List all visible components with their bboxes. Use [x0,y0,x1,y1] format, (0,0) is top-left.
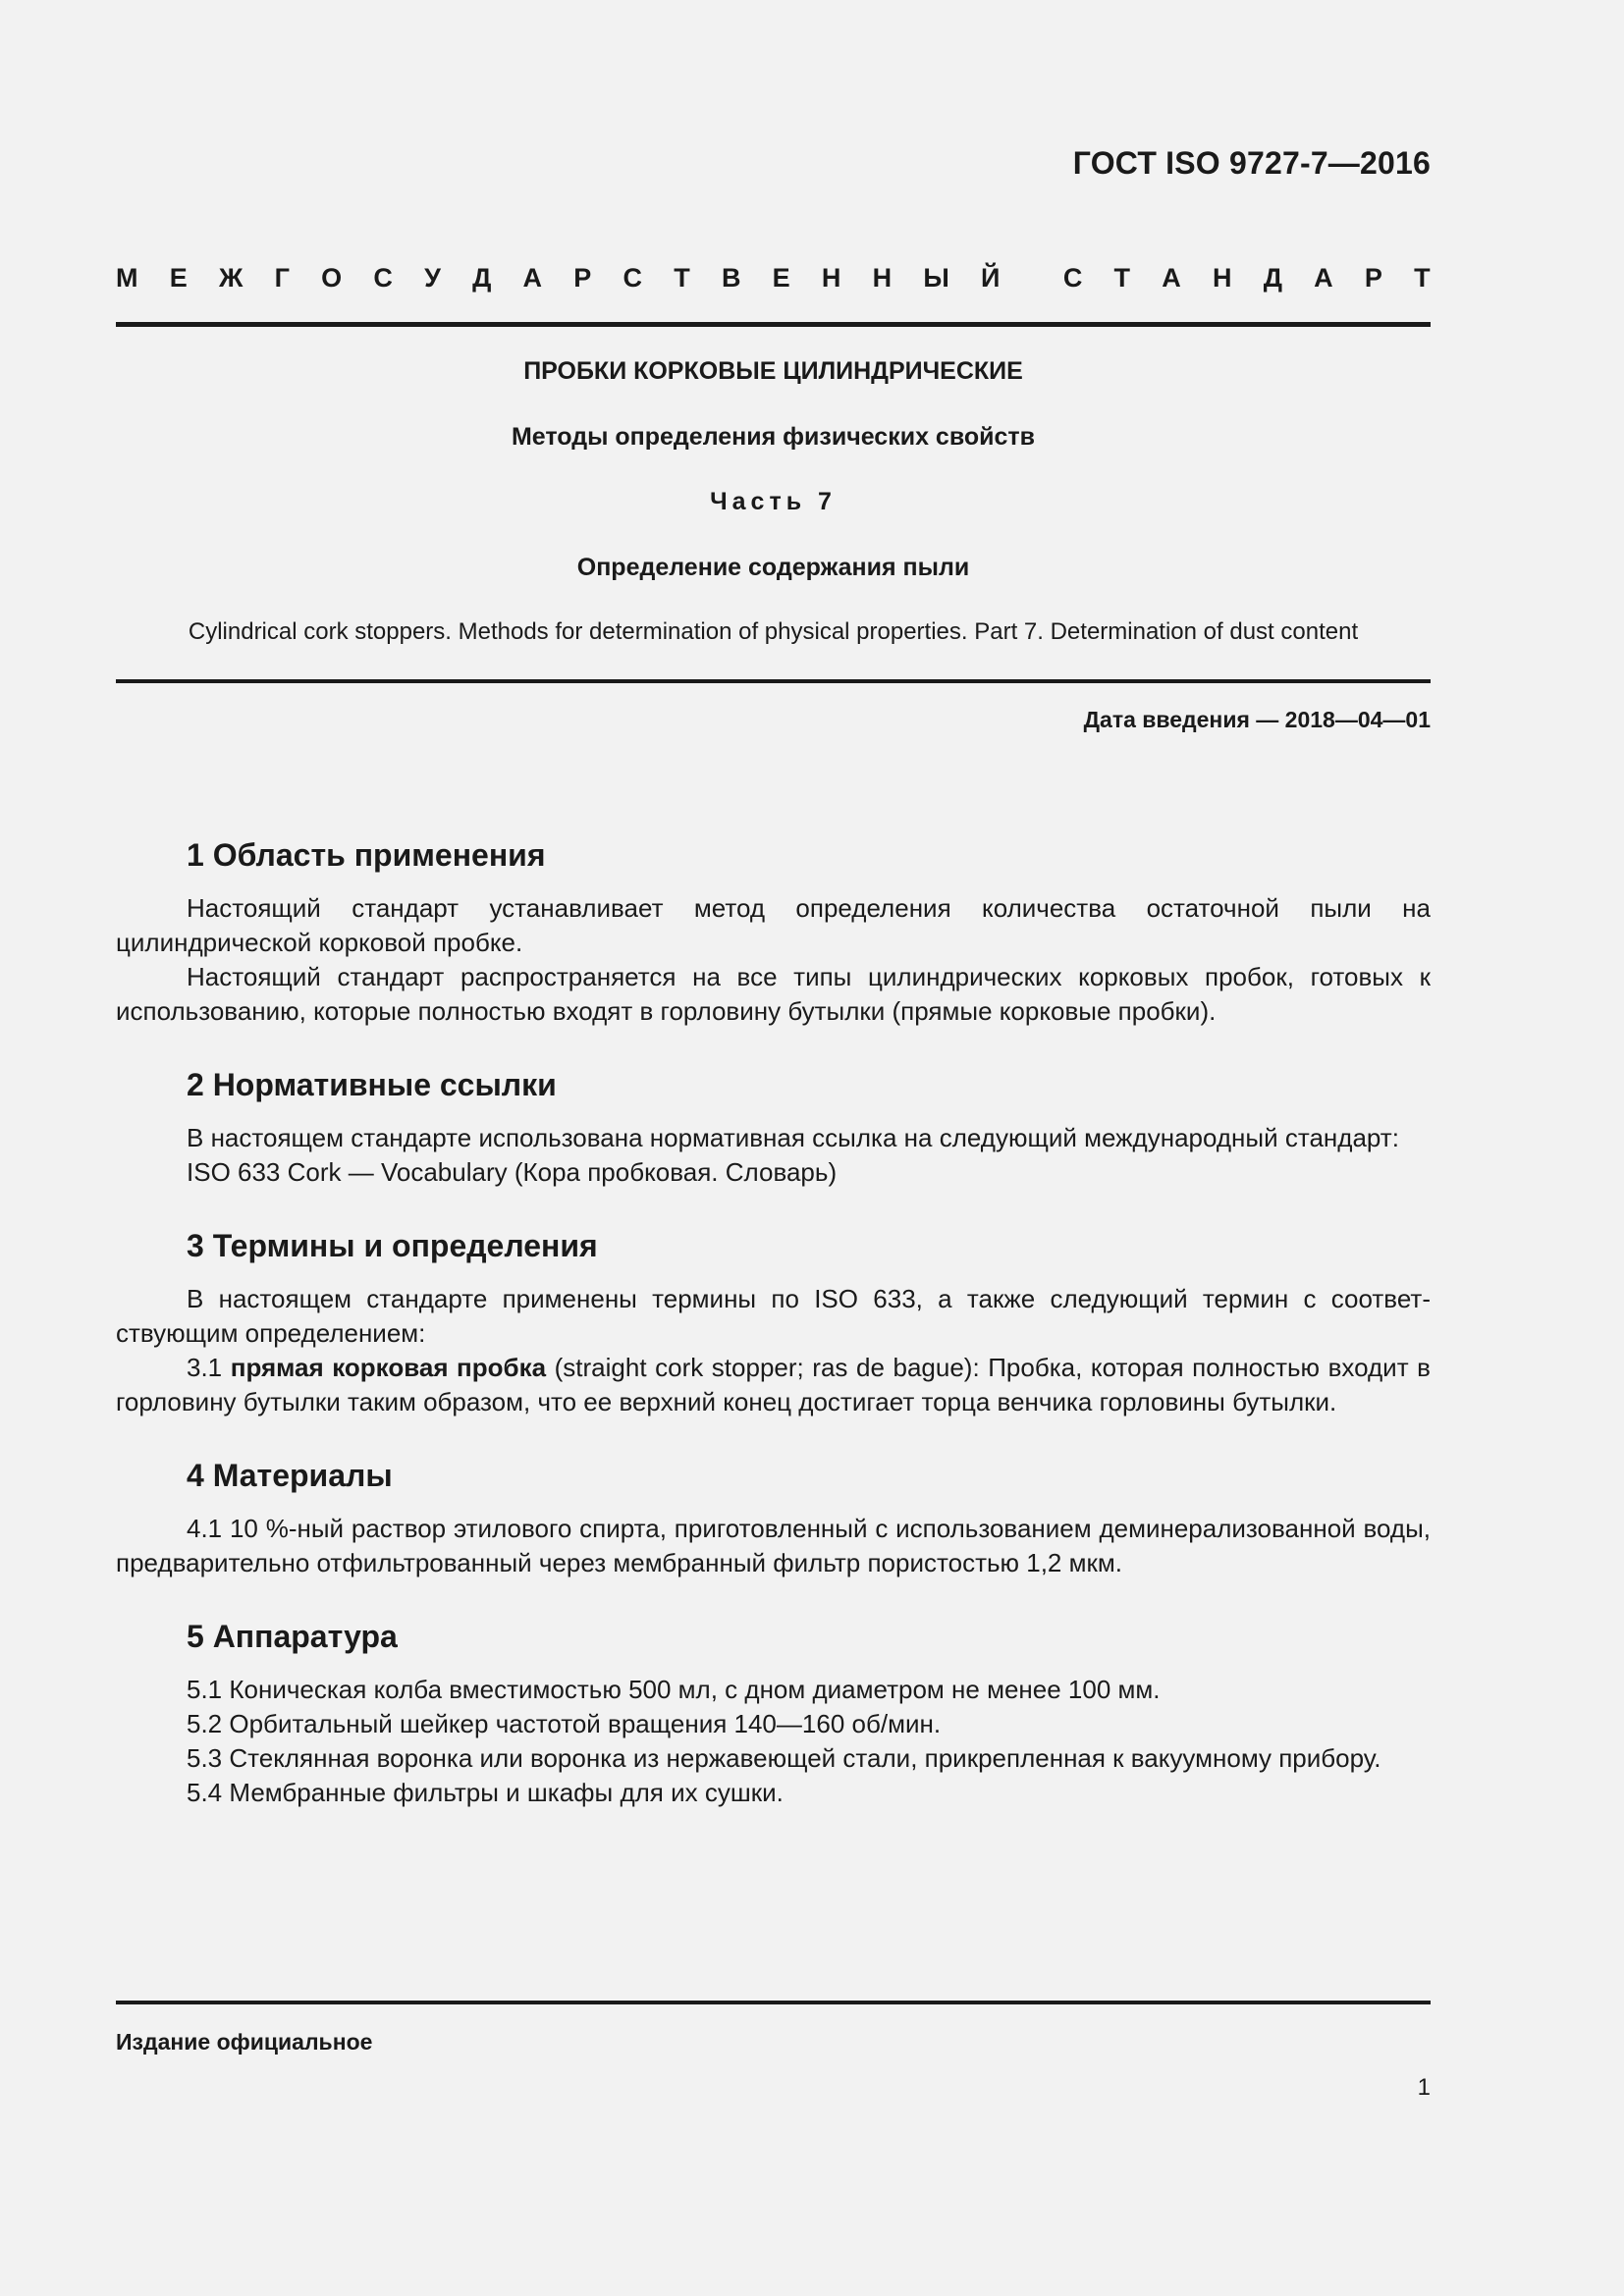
section-heading: 4 Материалы [187,1458,393,1493]
paragraph: В настоящем стандарте применены термины по ISO 633, а также следующий термин с соответ-ствующим определением: [116,1284,1431,1348]
title-part-name: Определение содержания пыли [576,554,970,581]
page-number: 1 [1417,2074,1431,2101]
banner-letter: А [1314,263,1333,293]
document-page [116,0,1431,2296]
definition-text: (straight cork stopper; ras de bague): Пробка, которая полностью входит в горловину бутылки таким образом, что ее верхний конец достигает торца венчика горловины бутылки. [116,1353,1431,1416]
title-part: Часть 7 [710,488,837,515]
title-subtitle: Методы определения физических свойств [511,423,1036,451]
banner-letter: А [522,263,543,293]
definition-paragraph [116,1351,1431,1419]
official-edition-label: Издание официальное [116,2029,373,2055]
banner-letter: Р [1364,263,1382,293]
banner-letter: Й [980,263,1001,293]
banner-letter: Е [169,263,188,293]
introduction-date: Дата введения — 2018—04—01 [1083,707,1431,732]
banner-letter: Е [772,263,790,293]
paragraph: 5.4 Мембранные фильтры и шкафы для их сушки. [187,1778,784,1807]
title-english: Cylindrical cork stoppers. Methods for determination of physical properties. Part 7. Determination of dust content [188,618,1359,645]
banner-letter: В [721,263,741,293]
banner-letter: Ж [218,263,244,293]
definition-number: 3.1 [187,1353,223,1382]
banner-letter: Д [472,263,492,293]
banner-letter: С [373,263,393,293]
banner-letter: Ы [923,263,949,293]
banner-letter: С [623,263,642,293]
paragraph: 5.3 Стеклянная воронка или воронка из нержавеющей стали, прикрепленная к вакуумному прибору. [187,1743,1381,1773]
defined-term: прямая корковая пробка [230,1353,547,1382]
banner-letter: Д [1263,263,1282,293]
document-code: ГОСТ ISO 9727-7—2016 [1072,145,1431,181]
header-divider [116,322,1431,327]
banner-letter: Т [1414,263,1431,293]
banner-letter: М [116,263,138,293]
paragraph: В настоящем стандарте использована нормативная ссылка на следующий международный стандарт: [187,1123,1399,1152]
banner-letter: Г [274,263,290,293]
section-heading: 3 Термины и определения [187,1228,598,1263]
section-heading: 5 Аппаратура [187,1619,398,1654]
paragraph: 5.2 Орбитальный шейкер частотой вращения 140—160 об/мин. [187,1709,942,1738]
paragraph: Настоящий стандарт распространяется на все типы цилиндрических корковых пробок, готовых к использованию, которые полностью входят в горловину бутылки (прямые корковые пробки). [116,962,1431,1026]
standard-banner [116,263,1431,294]
section-heading: 1 Область применения [187,837,546,873]
paragraph: Настоящий стандарт устанавливает метод определения количества остаточной пыли на цилиндрической корковой пробке. [116,893,1431,957]
title-divider [116,679,1431,683]
banner-letter: У [424,263,441,293]
banner-letter: А [1162,263,1181,293]
banner-letter: Т [674,263,690,293]
paragraph: 4.1 10 %-ный раствор этилового спирта, приготовленный с использованием деминерализованной воды, предварительно отфильтрованный через мембранный фильтр пористостью 1,2 мкм. [116,1514,1431,1577]
section-heading: 2 Нормативные ссылки [187,1067,557,1102]
banner-letter: Р [573,263,592,293]
banner-letter: Н [821,263,841,293]
title-main: ПРОБКИ КОРКОВЫЕ ЦИЛИНДРИЧЕСКИЕ [523,357,1023,385]
banner-letter: Т [1113,263,1131,293]
banner-letter: С [1062,263,1083,293]
banner-letter: О [321,263,343,293]
banner-letter: Н [1212,263,1232,293]
banner-letter: Н [872,263,893,293]
footer-divider [116,2001,1431,2004]
paragraph: ISO 633 Cork — Vocabulary (Кора пробковая. Словарь) [187,1157,838,1187]
paragraph: 5.1 Коническая колба вместимостью 500 мл, с дном диаметром не менее 100 мм. [187,1675,1161,1704]
document-body [116,834,1431,1810]
